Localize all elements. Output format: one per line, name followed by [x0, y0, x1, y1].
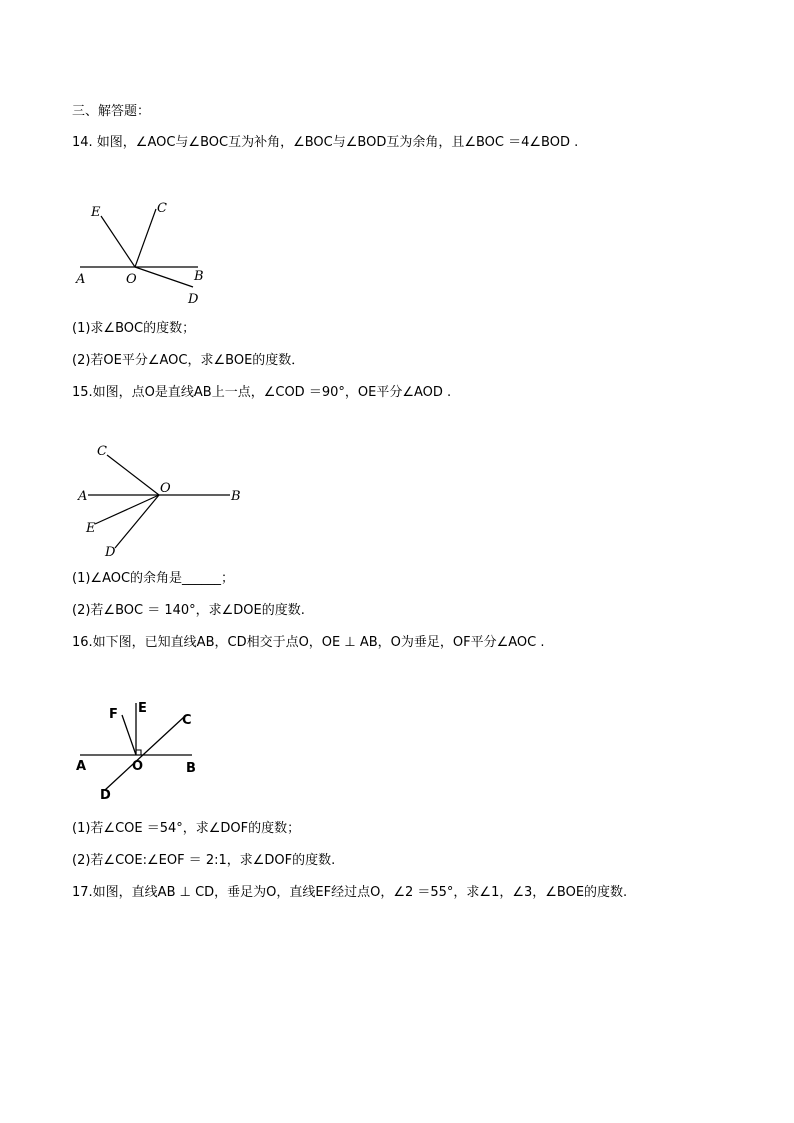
q14-ray-oe — [101, 216, 135, 267]
q15-ray-oc — [107, 455, 159, 495]
q16-label-f: F — [109, 707, 118, 722]
q16-ray-of — [122, 715, 136, 755]
q16-label-e: E — [138, 701, 147, 716]
q16-label-o: O — [132, 759, 144, 774]
q15-stem: 15.如图，点O是直线AB上一点，∠COD ＝90°，OE平分∠AOD . — [72, 385, 452, 400]
q14-part2: (2)若OE平分∠AOC，求∠BOE的度数． — [72, 353, 305, 368]
q14-label-d: D — [188, 292, 199, 307]
q14-stem: 14. 如图，∠AOC与∠BOC互为补角，∠BOC与∠BOD互为余角，且∠BOC ＝4∠BOD . — [72, 135, 579, 150]
q15-ray-oe — [95, 495, 159, 524]
q14-label-a: A — [76, 272, 86, 287]
q14-label-b: B — [194, 269, 204, 284]
q14-ray-od — [135, 267, 193, 287]
q14-label-e: E — [91, 205, 101, 220]
q15-label-d: D — [105, 545, 116, 560]
q17-stem: 17.如图，直线AB ⊥ CD，垂足为O，直线EF经过点O，∠2 ＝55°，求∠1，∠3，∠BOE的度数. — [72, 885, 628, 900]
q15-label-o: O — [160, 481, 171, 496]
q16-part1: (1)若∠COE ＝54°，求∠DOF的度数； — [72, 821, 301, 836]
q14-figure — [70, 196, 220, 311]
section-title: 三、解答题： — [72, 104, 151, 119]
q16-stem: 16.如下图，已知直线AB，CD相交于点O，OE ⊥ AB，O为垂足，OF平分∠AOC . — [72, 635, 545, 650]
q14-label-c: C — [157, 201, 167, 216]
q16-right-angle-mark — [136, 750, 141, 755]
q16-label-d: D — [100, 788, 111, 803]
q16-label-a: A — [76, 759, 87, 774]
q15-figure — [72, 440, 252, 565]
q14-ray-oc — [135, 209, 156, 267]
q15-ray-od — [115, 495, 159, 548]
q14-label-o: O — [126, 272, 137, 287]
q16-line-cd — [105, 717, 184, 790]
q16-figure — [72, 698, 207, 808]
q15-label-e: E — [86, 521, 96, 536]
q16-label-b: B — [186, 761, 196, 776]
q16-part2: (2)若∠COE:∠EOF ＝ 2:1，求∠DOF的度数. — [72, 853, 336, 868]
q15-label-a: A — [78, 489, 88, 504]
q16-label-c: C — [182, 713, 192, 728]
q15-label-b: B — [231, 489, 241, 504]
q14-part1: (1)求∠BOC的度数； — [72, 321, 196, 336]
q15-part2: (2)若∠BOC ＝ 140°，求∠DOE的度数. — [72, 603, 305, 618]
q15-label-c: C — [97, 444, 107, 459]
q15-part1: (1)∠AOC的余角是______； — [72, 571, 235, 586]
